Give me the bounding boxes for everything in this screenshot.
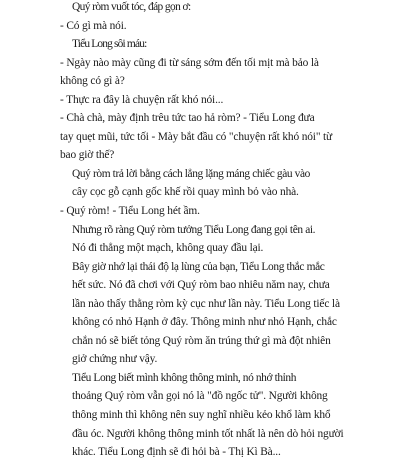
text-line: - Chà chà, mày định trêu tức tao hả ròm? - Tiểu Long đưa [60, 112, 315, 125]
paragraph-10 [60, 258, 347, 369]
paragraph-1 [60, 0, 347, 17]
text-line: Quý ròm vuốt tóc, đáp gọn ơ: [72, 1, 191, 13]
paragraph-3 [60, 35, 347, 54]
text-line: Bây giờ nhớ lại thái độ lạ lùng của bạn, Tiểu Long thắc mắc [72, 260, 325, 273]
paragraph-8 [60, 202, 347, 221]
text-line: Quý ròm trả lời bằng cách lẳng lặng máng chiếc gàu vào [72, 167, 311, 180]
text-line: Tiểu Long biết mình không thông minh, nó nhớ thỉnh [72, 371, 297, 384]
paragraph-5 [60, 91, 347, 110]
page-text [60, 0, 347, 462]
text-line: Nó đi thẳng một mạch, không quay đầu lại. [72, 242, 264, 255]
text-line: lần nào thấy thằng ròm kỳ cục như lần này. Tiểu Long tiếc là [72, 297, 340, 310]
text-line: tay quẹt mũi, tức tối - Mày bắt đầu có "chuyện rất khó nói" từ [60, 130, 333, 143]
text-line: thông minh thì không nên suy nghĩ nhiều kẻo khổ làm khổ [72, 409, 331, 422]
paragraph-2 [60, 17, 347, 36]
text-line: - Quý ròm! - Tiểu Long hét ầm. [60, 205, 200, 218]
paragraph-7 [60, 165, 347, 202]
text-line: đầu óc. Người không thông minh tốt nhất là nên dò hỏi người [72, 427, 344, 440]
text-line: - Có gì mà nói. [60, 19, 127, 32]
text-line: không có nhỏ Hạnh ở đây. Thông minh như nhỏ Hạnh, chắc [72, 316, 337, 329]
text-line: chắn nó sẽ biết tỏng Quý ròm ăn trúng thứ gì mà đột nhiên [72, 334, 331, 347]
text-line: khác. Tiểu Long định sẽ đi hỏi bà - Thị Kì Bà... [72, 446, 281, 459]
text-line: cây cọc gỗ cạnh gốc khế rồi quay mình bỏ vào nhà. [72, 186, 299, 199]
text-line: không có gì à? [60, 75, 125, 88]
text-line: Nhưng rõ ràng Quý ròm tưởng Tiểu Long đang gọi tên ai. [72, 223, 316, 236]
text-line: hết sức. Nó đã chơi với Quý ròm bao nhiêu năm nay, chưa [72, 279, 330, 292]
paragraph-6 [60, 109, 347, 165]
text-line: thoảng Quý ròm vẫn gọi nó là "đồ ngốc tử". Người không [72, 390, 328, 403]
paragraph-11 [60, 369, 347, 462]
paragraph-4 [60, 54, 347, 91]
text-line: - Ngày nào mày cũng đi từ sáng sớm đến tối mịt mà bảo là [60, 56, 319, 69]
text-line: giở chứng như vậy. [72, 353, 158, 366]
text-line: - Thực ra đây là chuyện rất khó nói... [60, 93, 224, 106]
paragraph-9 [60, 221, 347, 258]
text-line: Tiểu Long sôi máu: [72, 38, 147, 51]
text-line: bao giờ thế? [60, 149, 115, 162]
